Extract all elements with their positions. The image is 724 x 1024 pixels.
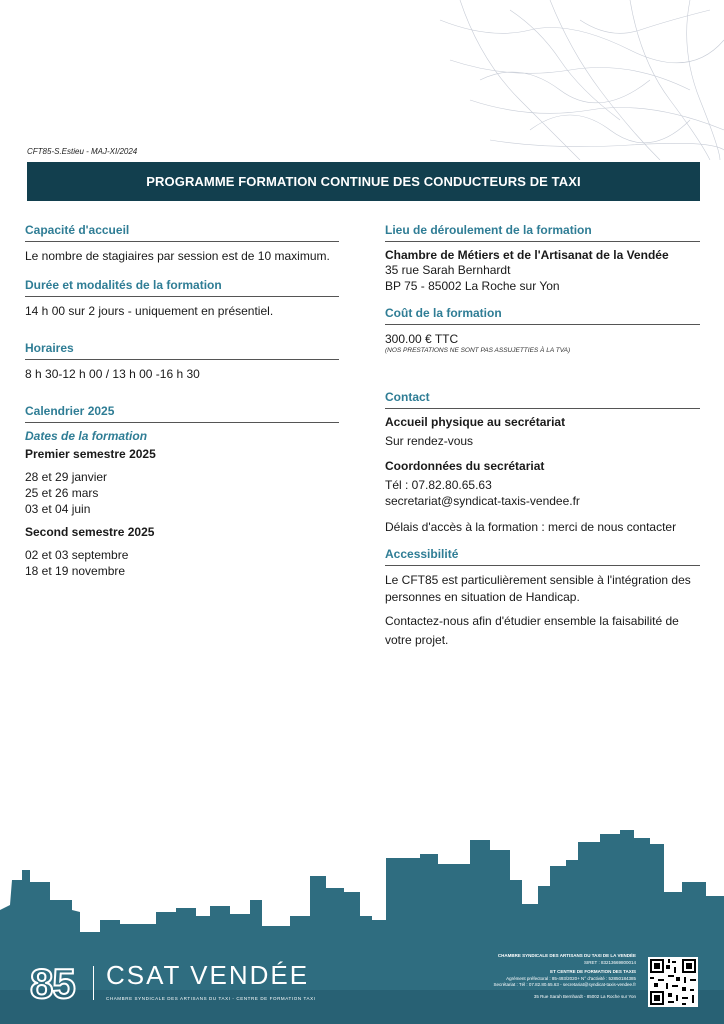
lieu-address-line1: 35 rue Sarah Bernhardt — [385, 263, 511, 277]
horaires-heading: Horaires — [25, 341, 339, 360]
semestre1-date: 28 et 29 janvier — [25, 470, 108, 484]
horaires-text: 8 h 30-12 h 00 / 13 h 00 -16 h 30 — [25, 367, 200, 381]
footer-info-line: Agrément préfectoral : 85-493/2020+ N° d'activité : 52850184385 — [506, 975, 636, 981]
duree-text: 14 h 00 sur 2 jours - uniquement en présentiel. — [25, 304, 274, 318]
semestre2-date: 18 et 19 novembre — [25, 564, 126, 578]
cout-heading: Coût de la formation — [385, 306, 700, 325]
accessibilite-contact-text: Contactez-nous afin d'étudier ensemble la faisabilité de votre projet. — [385, 614, 679, 647]
semestre2-title: Second semestre 2025 — [25, 525, 155, 539]
semestre1-date: 25 et 26 mars — [25, 486, 99, 500]
brand-name: CSAT VENDÉE — [106, 960, 310, 990]
contact-phone: Tél : 07.82.80.65.63 — [385, 478, 492, 492]
accessibilite-heading: Accessibilité — [385, 547, 700, 566]
right-column — [385, 223, 700, 650]
contact-heading: Contact — [385, 390, 700, 409]
coordonnees-title: Coordonnées du secrétariat — [385, 459, 545, 473]
logo-85: 85 — [30, 960, 75, 1007]
footer-info-line: 35 Rue Sarah Bernhardt - 85002 La Roche sur Yon — [533, 993, 636, 999]
document-reference: CFT85-S.Estieu - MAJ-XI/2024 — [27, 147, 138, 156]
duree-heading: Durée et modalités de la formation — [25, 278, 339, 297]
footer-info-line: CHAMBRE SYNDICALE DES ARTISANS DU TAXI DE LA VENDÉE — [497, 953, 636, 958]
semestre2-date: 02 et 03 septembre — [25, 548, 129, 562]
calendrier-subtitle: Dates de la formation — [25, 429, 148, 443]
accueil-title: Accueil physique au secrétariat — [385, 415, 566, 429]
capacite-text: Le nombre de stagiaires par session est de 10 maximum. — [25, 249, 330, 263]
calendrier-heading: Calendrier 2025 — [25, 404, 339, 423]
cout-note: (NOS PRESTATIONS NE SONT PAS ASSUJETTIES À LA TVA) — [385, 347, 571, 354]
logo-divider — [93, 966, 94, 1000]
footer-info-line: ET CENTRE DE FORMATION DES TAXIS — [550, 969, 636, 974]
footer-info — [406, 953, 636, 1000]
lieu-address-line2: BP 75 - 85002 La Roche sur Yon — [385, 279, 560, 293]
brand-subtitle: CHAMBRE SYNDICALE DES ARTISANS DU TAXI - CENTRE DE FORMATION TAXI — [106, 996, 316, 1001]
qr-code-icon[interactable] — [648, 957, 698, 1007]
left-column — [25, 223, 339, 579]
footer-info-line: SIRET : 83213669800014 — [584, 959, 636, 965]
delais-text: Délais d'accès à la formation : merci de nous contacter — [385, 520, 677, 534]
footer-info-line: Secrétariat : Tél : 07.82.80.65.63 - secretariat@syndicat-taxis-vendee.fr — [493, 982, 636, 987]
lieu-name: Chambre de Métiers et de l'Artisanat de la Vendée — [385, 248, 669, 262]
page-title: PROGRAMME FORMATION CONTINUE DES CONDUCTEURS DE TAXI — [27, 162, 700, 201]
semestre1-date: 03 et 04 juin — [25, 502, 91, 516]
accueil-text: Sur rendez-vous — [385, 434, 474, 448]
capacite-heading: Capacité d'accueil — [25, 223, 339, 242]
contact-email[interactable]: secretariat@syndicat-taxis-vendee.fr — [385, 494, 580, 508]
lieu-heading: Lieu de déroulement de la formation — [385, 223, 700, 242]
accessibilite-text: Le CFT85 est particulièrement sensible à l'intégration des personnes en situation de Handicap. — [385, 573, 691, 604]
map-decoration — [430, 0, 724, 160]
semestre1-title: Premier semestre 2025 — [25, 447, 156, 461]
cout-price: 300.00 € TTC — [385, 332, 459, 346]
